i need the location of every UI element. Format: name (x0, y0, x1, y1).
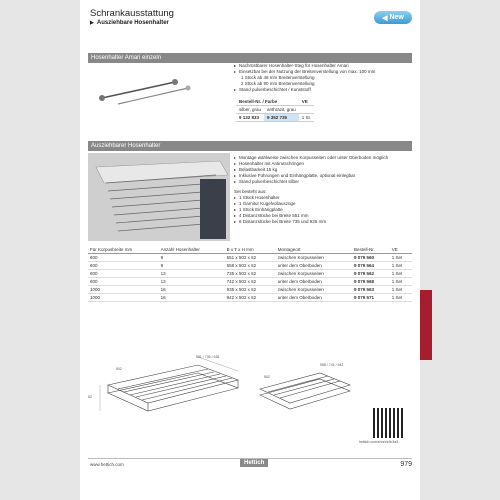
drawing-under-top (250, 355, 360, 435)
subtitle-text: Ausziehbare Hosenhalter (96, 20, 169, 26)
amari-features (234, 63, 404, 93)
table-cell: 9 079 562 (352, 270, 390, 278)
order-header: Bestell-Nr. / Farbe (236, 98, 299, 106)
set-item: ▸ 1 Stück Einhängplatte (234, 207, 409, 213)
col-header: Für Korpusbreite mm (88, 246, 159, 254)
table-cell: 558 x 502 x 62 (225, 262, 276, 270)
ve-header: VE (299, 98, 314, 106)
table-cell: 9 079 560 (352, 254, 390, 262)
ve-value: 1 St. (299, 114, 314, 122)
col-header: Anzahl Hosenhalter (159, 246, 225, 254)
catalog-page (80, 0, 420, 500)
section-bar-amari: Hosenhalter Amari einzeln (88, 53, 412, 63)
table-cell: unter dem Oberboden (276, 294, 352, 302)
table-cell: 1 Set (390, 294, 412, 302)
drawing-between-sides (88, 345, 258, 440)
page-number: 979 (400, 461, 412, 468)
pull-out-features (234, 155, 409, 225)
page-title: Schrankausstattung (90, 8, 174, 19)
col-header: B x T x H mm (225, 246, 276, 254)
feature-item: ▸ Stand pulverbeschichtet silber (234, 179, 409, 185)
table-cell: 1 Set (390, 262, 412, 270)
dim-depth: 502 (264, 375, 270, 379)
table-cell: zwischen Korpusseiten (276, 270, 352, 278)
table-cell: 935 x 502 x 62 (225, 286, 276, 294)
table-cell: 1 Set (390, 278, 412, 286)
table-cell: 9 (159, 254, 225, 262)
set-item: ▸ 8 Distanzstücke bei Breite 735 und 935 mm (234, 219, 409, 225)
col-header: VE (390, 246, 412, 254)
dim-height: 62 (88, 395, 92, 399)
new-badge (374, 11, 412, 24)
feature-item: ▸ Belastbarkeit 15 kg (234, 167, 409, 173)
table-cell: 13 (159, 278, 225, 286)
table-row (88, 270, 412, 278)
dim-width: 551 / 735 / 935 (196, 355, 220, 359)
table-cell: 13 (159, 270, 225, 278)
dim-depth: 502 (116, 367, 122, 371)
section-bar-pull-out: Ausziehbarer Hosenhalter (88, 141, 412, 151)
arrow-left-icon: ◀ (382, 14, 388, 22)
color-anthracite: anthrazit, grau (264, 106, 299, 114)
table-cell: 9 079 571 (352, 294, 390, 302)
ve-empty (299, 106, 314, 114)
feature-subitem: 2 Stück ab 90 mm Breitenverstellung (241, 81, 315, 86)
table-header-row (88, 246, 412, 254)
table-row (88, 286, 412, 294)
amari-order-table (236, 98, 314, 122)
footer-url[interactable]: www.hettich.com (90, 462, 124, 467)
table-cell: 16 (159, 286, 225, 294)
chapter-tab (420, 290, 432, 360)
table-row (88, 262, 412, 270)
feature-item: ▸ Einsetzbar bei der Nutzung der Breitenverstellung von max. 100 mm (234, 69, 404, 75)
table-cell: 1 Set (390, 254, 412, 262)
color-silver: silber, grau (236, 106, 264, 114)
table-cell: 600 (88, 254, 159, 262)
feature-item: ▸ Nachrüstbarer Hosenhalter-Steg für Hosenhalter Amari (234, 63, 404, 69)
table-cell: 1000 (88, 286, 159, 294)
col-header: Bestell-Nr. (352, 246, 390, 254)
qr-code[interactable] (373, 408, 403, 438)
table-cell: 1 Set (390, 286, 412, 294)
table-cell: unter dem Oberboden (276, 278, 352, 286)
dim-width: 558 / 742 / 942 (320, 363, 344, 367)
table-cell: zwischen Korpusseiten (276, 286, 352, 294)
col-header: Montageort (276, 246, 352, 254)
table-cell: zwischen Korpusseiten (276, 254, 352, 262)
table-cell: 9 079 563 (352, 286, 390, 294)
table-cell: 16 (159, 294, 225, 302)
table-cell: 1000 (88, 294, 159, 302)
qr-url[interactable]: hettich.com/short/e9c3a3 (359, 440, 399, 444)
variants-table (88, 246, 412, 302)
hettich-logo: Hettich (240, 459, 268, 467)
table-row (88, 278, 412, 286)
table-cell: 551 x 502 x 62 (225, 254, 276, 262)
table-row (88, 294, 412, 302)
article-number: 9 132 833 (236, 114, 264, 122)
pull-out-product-photo (88, 153, 230, 241)
table-cell: unter dem Oberboden (276, 262, 352, 270)
feature-subitem: 1 Stück ab 46 mm Breitenverstellung (241, 75, 315, 80)
set-item: ▸ 1 Garnitur Kugelvollauszüge (234, 201, 409, 207)
page-subtitle (90, 20, 169, 26)
table-cell: 1 Set (390, 270, 412, 278)
triangle-icon: ▶ (90, 20, 94, 26)
article-number: 9 352 735 (264, 114, 299, 122)
feature-item: ▸ Inklusive Führungen und Einhängplatte, optional einlegbar (234, 173, 409, 179)
feature-item: ▸ Stand pulverbeschichtet / Kunststoff (234, 87, 404, 93)
table-cell: 942 x 502 x 62 (225, 294, 276, 302)
table-cell: 735 x 502 x 62 (225, 270, 276, 278)
table-row (88, 254, 412, 262)
table-cell: 800 (88, 278, 159, 286)
feature-item: ▸ Montage wahlweise zwischen Korpusseiten oder unter Oberboden möglich (234, 155, 409, 161)
table-cell: 9 (159, 262, 225, 270)
table-cell: 742 x 502 x 62 (225, 278, 276, 286)
set-item: ▸ 4 Distanzstücke bei Breite 551 mm (234, 213, 409, 219)
set-title: Set besteht aus: (234, 189, 267, 194)
table-cell: 9 079 568 (352, 278, 390, 286)
amari-product-image (90, 68, 200, 108)
table-cell: 600 (88, 262, 159, 270)
new-badge-label: New (389, 14, 404, 21)
table-cell: 800 (88, 270, 159, 278)
feature-item: ▸ Hosenhalter mit Antirutschringen (234, 161, 409, 167)
set-item: ▸ 1 Stück Hosenhalter (234, 195, 409, 201)
table-cell: 9 079 564 (352, 262, 390, 270)
